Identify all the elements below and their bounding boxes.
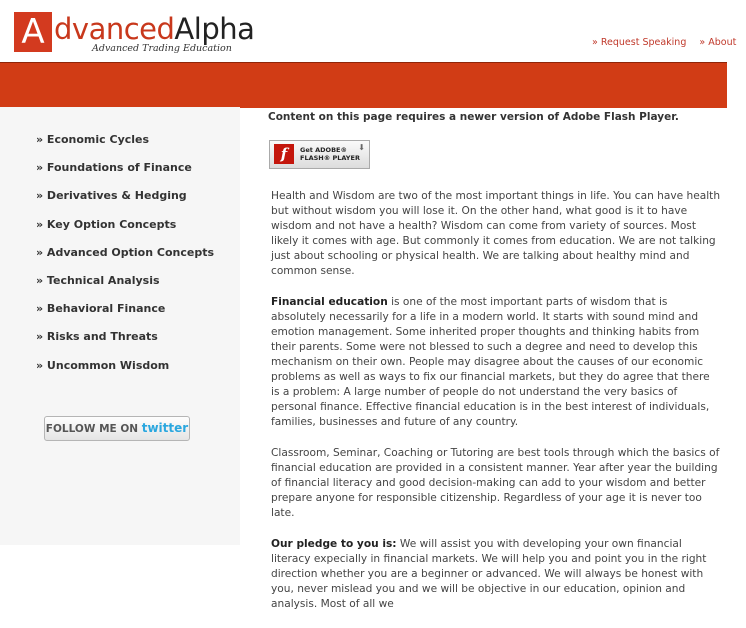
header-banner-bar [0,62,727,108]
logo-letter-block: A [14,12,52,52]
sidebar-item-economic-cycles[interactable]: » Economic Cycles [36,133,150,146]
sidebar-item-technical-analysis[interactable]: » Technical Analysis [36,273,160,287]
logo-word-advanced: dvanced [54,12,175,46]
sidebar-item-advanced-option-concepts[interactable]: » Advanced Option Concepts [36,245,215,259]
paragraph-pledge-lead: Our pledge to you is: [271,538,397,550]
top-nav [592,37,746,48]
flash-logo-icon: f [274,144,294,164]
sidebar-item-derivatives-hedging[interactable]: » Derivatives & Hedging [36,189,187,203]
paragraph-financial-education [271,295,721,430]
twitter-button-prefix: FOLLOW ME ON [45,423,142,435]
download-arrow-icon: ⬇ [358,143,365,152]
follow-twitter-button[interactable] [44,416,190,441]
sidebar-menu [36,133,214,387]
flash-badge-line1: Get ADOBE® [300,146,347,154]
sidebar [0,107,240,545]
logo-tagline: Advanced Trading Education [92,43,232,54]
site-header [0,0,737,62]
paragraph-financial-education-text: is one of the most important parts of wisdom that is absolutely necessarily for a life in a modern world. It starts with sound mind and emotion management. Some inherited proper thoughts and thinking habits from their parents. Some were not blessed to such a degree and need to develop this mechanism on their own. People may disagree about the causes of our economic problems as well as ways to fix our financial markets, but they do agree that there is a problem: A large number of people do not understand the very basics of personal finance. Effective financial education is in the best interest of individuals, families, businesses and future of any country. [271,296,710,428]
logo-wordmark [54,13,254,45]
sidebar-item-behavioral-finance[interactable]: » Behavioral Finance [36,302,166,316]
article-body [271,189,721,628]
paragraph-classroom: Classroom, Seminar, Coaching or Tutoring are best tools through which the basics of financial education are provided in a consistent manner. Year after year the building of financial literacy and good decision-making can add to your wisdom and better prepare anyone for responsible citizenship. Regardless of your age it is never too late. [271,447,720,519]
logo-word-alpha: Alpha [174,12,255,46]
paragraph-financial-education-lead: Financial education [271,296,388,308]
get-flash-player-button[interactable] [269,140,370,169]
sidebar-item-foundations-of-finance[interactable]: » Foundations of Finance [36,161,192,175]
nav-request-speaking[interactable]: » Request Speaking [592,37,687,48]
paragraph-pledge [271,537,721,612]
flash-badge-text [300,146,360,162]
paragraph-health-wisdom: Health and Wisdom are two of the most important things in life. You can have health but without wisdom you will lose it. On the other hand, what good is it to have wisdom and not have a health? Wisdom can come from variety of sources. Most likely it comes with age. But commonly it comes from education. We are not talking just about schooling or physical health. We are talking about healthy mind and common sense. [271,190,721,277]
nav-about[interactable]: » About [699,37,737,48]
sidebar-item-risks-and-threats[interactable]: » Risks and Threats [36,330,158,344]
flash-required-message: Content on this page requires a newer version of Adobe Flash Player. [268,111,679,123]
paragraph-pledge-text: We will assist you with developing your own financial literacy expecially in financial markets. We will help you and point you in the right direction whether you are a beginner or advanced. We will always be honest with you, never mislead you and we will be objective in our education, opinion and analysis. Most of all we [271,538,707,610]
twitter-logo-icon: twitter [141,421,189,435]
sidebar-item-uncommon-wisdom[interactable]: » Uncommon Wisdom [36,358,170,372]
site-logo[interactable] [14,12,255,56]
flash-badge-line2: FLASH® PLAYER [300,154,360,162]
sidebar-item-key-option-concepts[interactable]: » Key Option Concepts [36,217,177,231]
